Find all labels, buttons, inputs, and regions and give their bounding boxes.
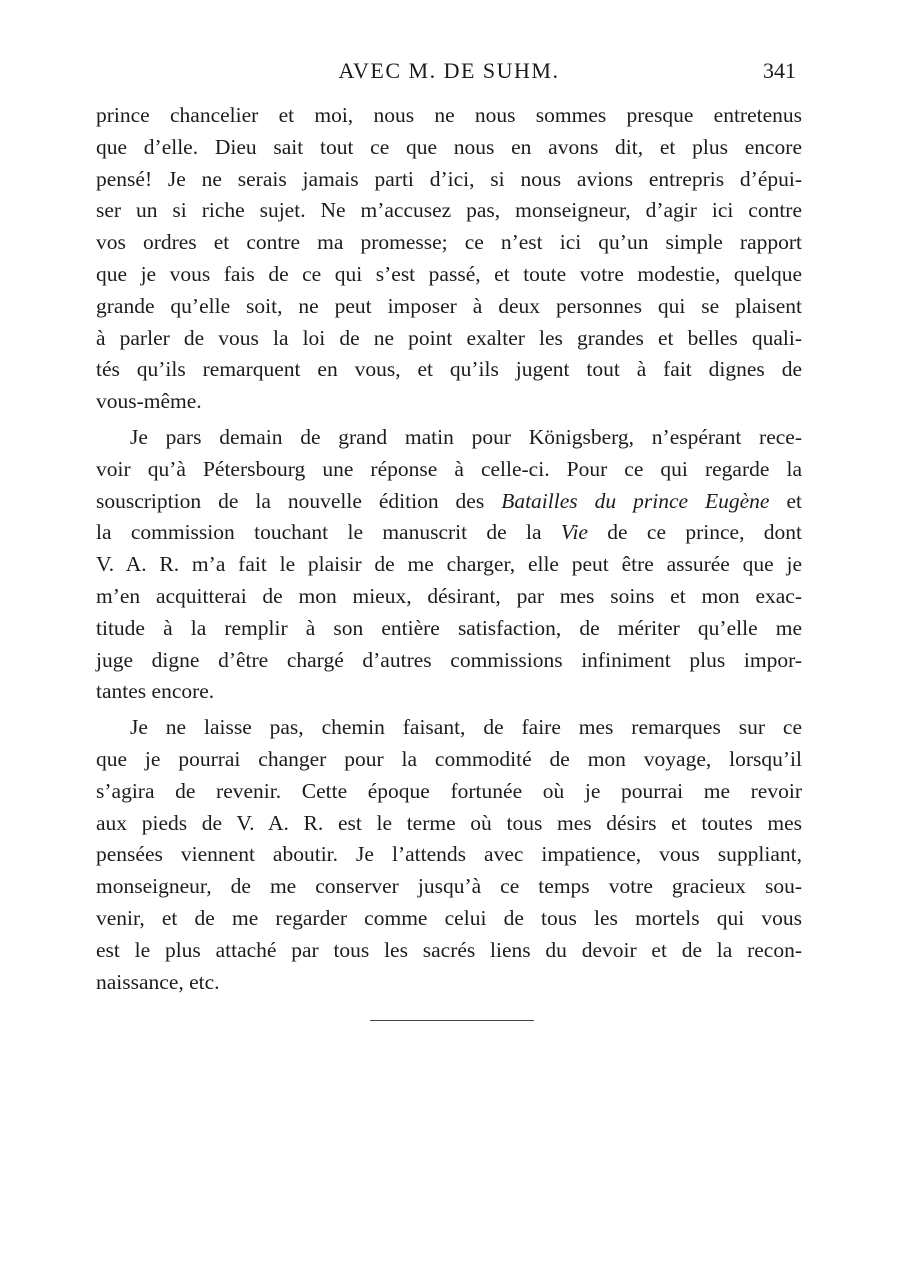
text-line: vos ordres et contre ma promesse; ce n’est ici qu’un simple rapport <box>96 230 802 255</box>
text-line: aux pieds de V. A. R. est le terme où tous mes désirs et toutes mes <box>96 810 802 835</box>
letter-text <box>96 100 802 998</box>
paragraph-3 <box>96 712 802 998</box>
text-line: pensé! Je ne serais jamais parti d’ici, si nous avions entrepris d’épui- <box>96 166 802 191</box>
text-line: naissance, etc. <box>96 969 220 994</box>
italic-book-title: Vie <box>560 520 588 545</box>
text-line: Je pars demain de grand matin pour Königsberg, n’espérant rece- <box>130 424 802 449</box>
text-line: venir, et de me regarder comme celui de tous les mortels qui vous <box>96 905 802 930</box>
text-run: souscription de la nouvelle édition des <box>96 488 502 513</box>
text-line: que je vous fais de ce qui s’est passé, et toute votre modestie, quelque <box>96 261 802 286</box>
text-line: Je ne laisse pas, chemin faisant, de faire mes remarques sur ce <box>130 715 802 740</box>
text-line: ser un si riche sujet. Ne m’accusez pas, monseigneur, d’agir ici contre <box>96 198 802 223</box>
text-line-with-title <box>96 486 802 518</box>
text-line-with-title <box>96 517 802 549</box>
text-line: que je pourrai changer pour la commodité de mon voyage, lorsqu’il <box>96 746 802 771</box>
text-line: voir qu’à Pétersbourg une réponse à celle-ci. Pour ce qui regarde la <box>96 456 802 481</box>
text-line: juge digne d’être chargé d’autres commissions infiniment plus impor- <box>96 647 802 672</box>
text-line: que d’elle. Dieu sait tout ce que nous en avons dit, et plus encore <box>96 134 802 159</box>
text-line: à parler de vous la loi de ne point exalter les grandes et belles quali- <box>96 325 802 350</box>
text-line: m’en acquitterai de mon mieux, désirant, par mes soins et mon exac- <box>96 583 802 608</box>
text-line: tés qu’ils remarquent en vous, et qu’ils jugent tout à fait dignes de <box>96 357 802 382</box>
text-run: et <box>769 488 802 513</box>
text-line: pensées viennent aboutir. Je l’attends avec impatience, vous suppliant, <box>96 842 802 867</box>
text-line: vous-même. <box>96 389 202 414</box>
page-number: 341 <box>763 58 796 83</box>
running-title: AVEC M. DE SUHM. <box>338 58 560 83</box>
text-line: grande qu’elle soit, ne peut imposer à deux personnes qui se plaisent <box>96 293 802 318</box>
italic-book-title: Batailles du prince Eugène <box>501 488 770 513</box>
text-line: titude à la remplir à son entière satisfaction, de mériter qu’elle me <box>96 615 802 640</box>
paragraph-1 <box>96 100 802 418</box>
text-run: de ce prince, dont <box>587 520 802 545</box>
text-run: la commission touchant le manuscrit de la <box>96 520 561 545</box>
text-line: prince chancelier et moi, nous ne nous sommes presque entretenus <box>96 103 802 127</box>
text-line: V. A. R. m’a fait le plaisir de me charger, elle peut être assurée que je <box>96 552 802 577</box>
text-line: est le plus attaché par tous les sacrés liens du devoir et de la recon- <box>96 937 802 962</box>
paragraph-2 <box>96 422 802 708</box>
text-line: s’agira de revenir. Cette époque fortunée où je pourrai me revoir <box>96 778 802 803</box>
text-line: tantes encore. <box>96 679 215 704</box>
running-head <box>96 58 802 88</box>
section-end-rule <box>370 1020 534 1021</box>
text-line: monseigneur, de me conserver jusqu’à ce temps votre gracieux sou- <box>96 874 802 899</box>
